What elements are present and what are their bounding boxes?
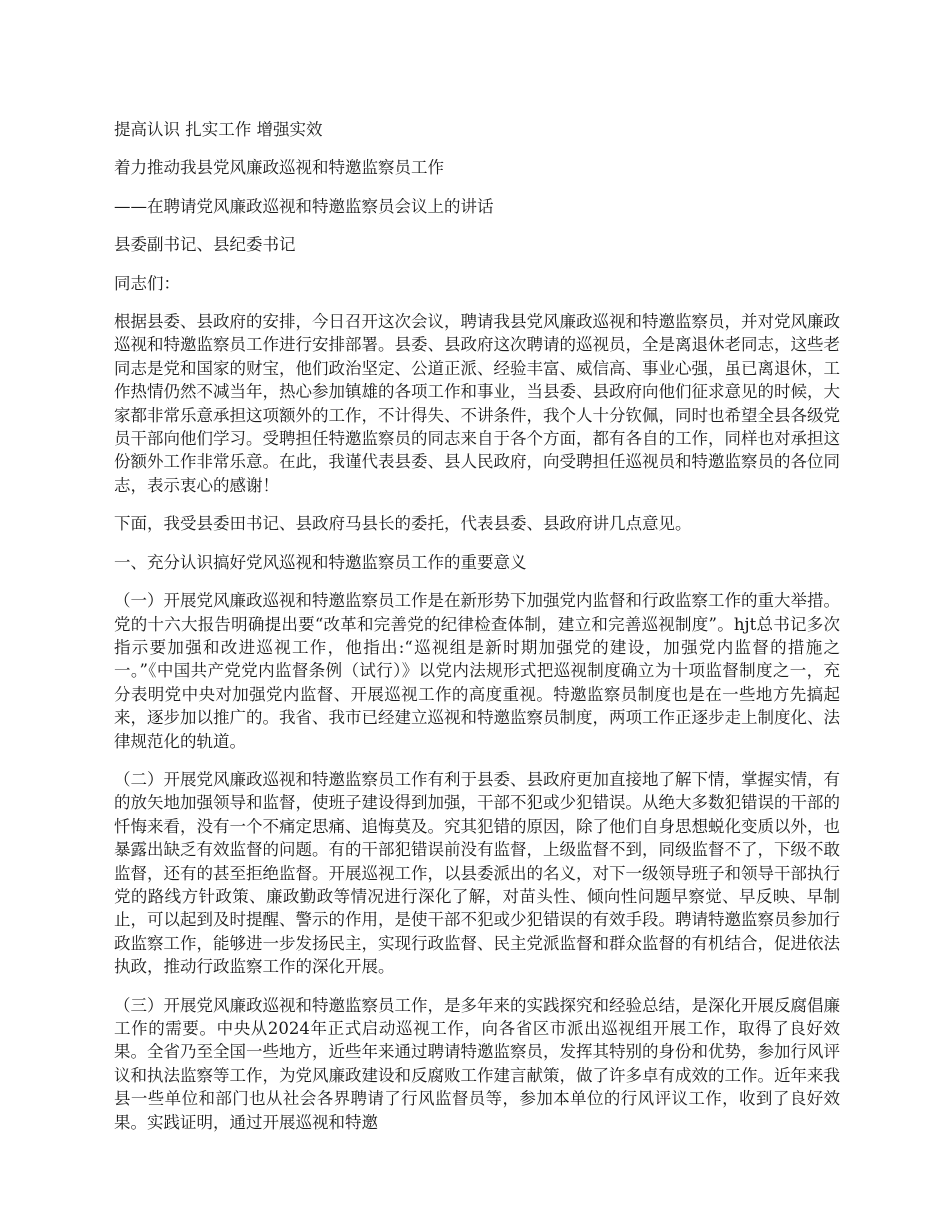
subtitle: ——在聘请党风廉政巡视和特邀监察员会议上的讲话 xyxy=(114,196,494,216)
speaker-line: 县委副书记、县纪委书记 xyxy=(114,235,296,255)
paragraph-intro: 根据县委、县政府的安排，今日召开这次会议，聘请我县党风廉政巡视和特邀监察员，并对党风廉政巡视和特邀监察员工作进行安排部署。县委、县政府这次聘请的巡视员，全是离退休老同志，这些老同志是党和国家的财宝，他们政治坚定、公道正派、经验丰富、威信高、事业心强，虽已离退休，工作热情仍然不减当年，热心参加镇雄的各项工作和事业，当县委、县政府向他们征求意见的时候，大家都非常乐意承担这项额外的工作，不计得失、不讲条件，我个人十分钦佩，同时也希望全县各级党员干部向他们学习。受聘担任特邀监察员的同志来自于各个方面，都有各自的工作，同样也对承担这份额外工作非常乐意。在此，我谨代表县委、县人民政府，向受聘担任巡视员和特邀监察员的各位同志，表示衷心的感谢！ xyxy=(114,312,840,495)
title-line-2: 着力推动我县党风廉政巡视和特邀监察员工作 xyxy=(114,158,444,178)
section-heading-1: 一、充分认识搞好党风巡视和特邀监察员工作的重要意义 xyxy=(114,552,527,572)
document-body xyxy=(114,118,840,1149)
salutation: 同志们： xyxy=(114,273,180,293)
paragraph-transition: 下面，我受县委田书记、县政府马县长的委托，代表县委、县政府讲几点意见。 xyxy=(114,514,692,534)
paragraph-point-1: （一）开展党风廉政巡视和特邀监察员工作是在新形势下加强党内监督和行政监察工作的重大举措。党的十六大报告明确提出要“改革和完善党的纪律检查体制，建立和完善巡视制度”。hjt总书记多次指示要加强和改进巡视工作，他指出:“巡视组是新时期加强党的建设，加强党内监督的措施之一。”《中国共产党党内监督条例（试行）》以党内法规形式把巡视制度确立为十项监督制度之一，充分表明党中央对加强党内监督、开展巡视工作的高度重视。特邀监察员制度也是在一些地方先搞起来，逐步加以推广的。我省、我市已经建立巡视和特邀监察员制度，两项工作正逐步走上制度化、法律规范化的轨道。 xyxy=(114,591,840,751)
title-line-1: 提高认识 扎实工作 增强实效 xyxy=(114,120,323,139)
paragraph-point-2: （二）开展党风廉政巡视和特邀监察员工作有利于县委、县政府更加直接地了解下情，掌握实情，有的放矢地加强领导和监督，使班子建设得到加强，干部不犯或少犯错误。从绝大多数犯错误的干部的忏悔来看，没有一个不痛定思痛、追悔莫及。究其犯错的原因，除了他们自身思想蜕化变质以外，也暴露出缺乏有效监督的问题。有的干部犯错误前没有监督，上级监督不到，同级监督不了，下级不敢监督，还有的甚至拒绝监督。开展巡视工作，以县委派出的名义，对下一级领导班子和领导干部执行党的路线方针政策、廉政勤政等情况进行深化了解，对苗头性、倾向性问题早察觉、早反映、早制止，可以起到及时提醒、警示的作用，是使干部不犯或少犯错误的有效手段。聘请特邀监察员参加行政监察工作，能够进一步发扬民主，实现行政监督、民主党派监督和群众监督的有机结合，促进依法执政，推动行政监察工作的深化开展。 xyxy=(114,769,840,977)
paragraph-point-3: （三）开展党风廉政巡视和特邀监察员工作，是多年来的实践探究和经验总结，是深化开展反腐倡廉工作的需要。中央从2024年正式启动巡视工作，向各省区市派出巡视组开展工作，取得了良好效果。全省乃至全国一些地方，近些年来通过聘请特邀监察员，发挥其特别的身份和优势，参加行风评议和执法监察等工作，为党风廉政建设和反腐败工作建言献策，做了许多卓有成效的工作。近年来我县一些单位和部门也从社会各界聘请了行风监督员等，参加本单位的行风评议工作，收到了良好效果。实践证明，通过开展巡视和特邀 xyxy=(114,995,840,1132)
